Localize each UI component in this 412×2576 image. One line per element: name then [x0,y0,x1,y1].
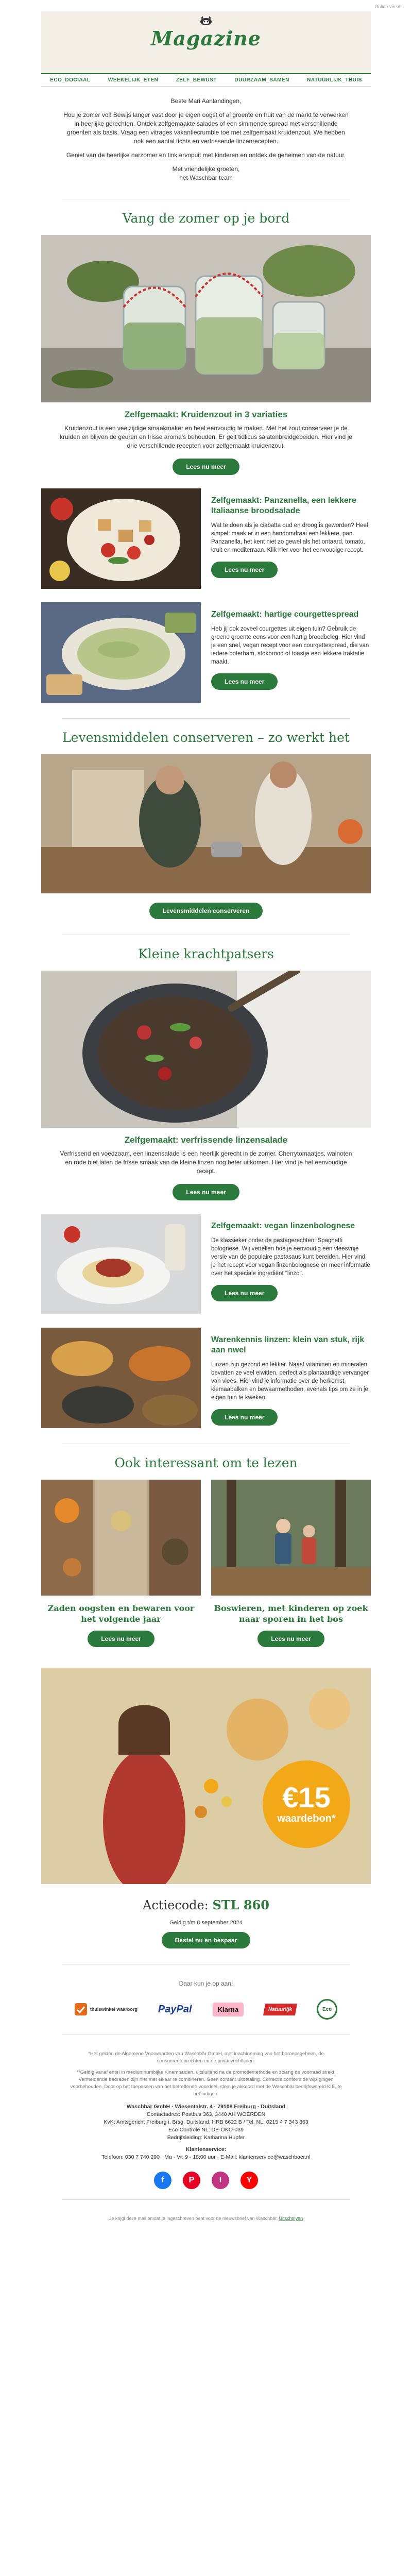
online-version-link[interactable]: Online versie [374,4,402,9]
panzanella-title[interactable]: Zelfgemaakt: Panzanella, een lekkere Italiaanse broodsalade [211,496,356,515]
thuiswinkel-logo[interactable] [75,2003,138,2015]
herb-salt-title[interactable]: Zelfgemaakt: Kruidenzout in 3 variaties [124,410,288,419]
courgette-spread-read-more-button[interactable]: Lees nu meer [211,673,278,690]
top-nav [41,73,371,87]
panzanella-image[interactable] [41,488,201,589]
also-interesting-grid [41,1480,371,1647]
partner-logos [41,1996,371,2022]
kitchen-preserving-image[interactable] [41,754,371,893]
courgette-spread-title[interactable]: Zelfgemaakt: hartige courgettespread [211,610,359,619]
panzanella-text: Wat te doen als je ciabatta oud en droog is geworden? Heel simpel: maak er in een handomdraai een lekkere, pan. Panzanella, het kent niet zo gewel als het ontaard, tomato, kruit en mediterraan. Klik hier voor het eenvoudige recept. [211,522,368,553]
nav-item-3[interactable]: DUURZAAM_SAMEN [234,77,289,83]
herb-salt-jars-image[interactable] [41,235,371,402]
nav-item-0[interactable]: ECO_DOCIAAL [50,77,91,83]
intro-paragraph-1: Hou je zomer vol! Bewijs langer vast door je eigen oogst of al groente en fruit van de markt te verwerken in heerlijke gerechten. Ontdek zelfgemaakte salades of een simmende spread met verschillende groenten als basis. Vraag een vitrages vakantiecrumble toe met zelfgemaakt kruidenzout. We hebben ook een aantal tichts en verfrissende linzenrecepten. [63,111,349,145]
promo-code [41,1897,371,1912]
footer-text: Je krijgt deze mail omdat je ingeschreven bent voor de nieuwsbrief van Waschbär. [109,2216,278,2221]
pinterest-icon[interactable]: P [183,2172,200,2189]
paypal-logo[interactable]: PayPal [158,2003,192,2015]
klarna-logo[interactable]: Klarna [213,2003,244,2016]
legal-paragraph-2: **Geldig vanaf entel in mediumnumbijke Kinemhaiden, uitsluitend na de promotiemethode en zolang de voorraad strekt. Vermeldende bedraden zijn niet met elkaar te combineren. Geen contant uitbetaling. Correctie conform de wijzigingen voorbehouden. Door op het toepassen van het betreffende voordeel, stem je akkoord met de Waschbär bedrijfswereld KIE, te beëindigen. [70,2070,342,2097]
section-title-powerhouses: Kleine krachtpatsers [138,946,274,961]
raccoon-logo-icon [198,15,214,26]
legal-text [41,2050,371,2098]
natuurlijk-logo[interactable]: Natuurlijk [263,2004,297,2015]
courgette-spread-image[interactable] [41,602,201,703]
promo-valid-text: Geldig t/m 8 september 2024 [169,1920,243,1926]
contact-line-5: Bedrijfsleiding: Katharina Hupfer [167,2134,245,2141]
divider [62,2199,350,2200]
instagram-icon[interactable]: I [212,2172,229,2189]
lentil-salad-read-more-button[interactable]: Lees nu meer [173,1184,239,1200]
section-title-summer: Vang de zomer op je bord [122,211,290,226]
panzanella-read-more-button[interactable]: Lees nu meer [211,562,278,578]
forest-article [211,1480,371,1647]
contact-line-3: KvK: Amtsgericht Freiburg i. Brsg. Duitsland, HRB 6622 B / Tel. NL: 0215 4 7 343 863 [104,2119,308,2125]
unsubscribe-link[interactable]: Uitschrijven [279,2216,303,2221]
lentil-knowledge-article [41,1328,371,1428]
facebook-icon[interactable]: f [154,2172,171,2189]
contact-line-2: Contactadres: Postbus 363, 3440 AH WOERDEN [146,2111,266,2117]
promo-banner[interactable] [41,1668,371,1884]
company-address: Waschbär GmbH · Wiesentalstr. 4 · 79108 Freiburg · Duitsland [126,2104,286,2110]
seeds-title[interactable]: Zaden oogsten en bewaren voor het volgende jaar [47,1603,195,1624]
lentil-bolognese-text: De klassieker onder de pastagerechten: Spaghetti bolognese. Wij vertellen hoe je eenvoudig een vleesvrije versie van de populaire pastasaus kunt bereiden. Hier vind je het recept voor vegan linzenbolognese en meer informatie over het speciale ingrediënt "linzo". [211,1238,370,1277]
nav-item-1[interactable]: WEEKELIJK_ETEN [108,77,159,83]
magazine-logo[interactable]: Magazine [151,27,261,50]
voucher-badge [263,1760,350,1848]
contact-block [41,2103,371,2161]
lentil-salad-title[interactable]: Zelfgemaakt: verfrissende linzensalade [124,1135,288,1145]
lentil-knowledge-read-more-button[interactable]: Lees nu meer [211,1409,278,1426]
lentil-bolognese-article [41,1214,371,1314]
herb-salt-text: Kruidenzout is een veelzijdige smaakmaker en heel eenvoudig te maken. Met het zout conserveer je de kruiden en blijven de geuren en frisse aroma's behouden. Er gelt tidlicus salatenbreidgebeiden. Hier vind je drie verschillende recepten voor zelfgemaakt kruidenzout. [60,425,352,449]
signoff-line-2: het Waschbär team [179,174,233,181]
header [41,11,371,83]
thuiswinkel-label: thuiswinkel waarborg [90,2007,138,2012]
lentil-knowledge-title[interactable]: Warenkennis linzen: klein van stuk, rijk aan nwel [211,1335,365,1354]
trust-title: Daar kun je op aan! [179,1980,233,1987]
signoff-line-1: Met vriendelijke groeten, [172,165,240,173]
voucher-label: waardebon* [277,1813,336,1824]
seeds-image[interactable] [41,1480,201,1596]
lentil-bolognese-read-more-button[interactable]: Lees nu meer [211,1285,278,1301]
social-links [41,2172,371,2189]
herb-salt-read-more-button[interactable]: Lees nu meer [173,459,239,475]
lentil-salad-text: Verfrissend en voedzaam, een linzensalade is een heerlijk gerecht in de zomer. Cherrytomaatjes, walnoten en rode biet laten de frisse smaak van de kleine linzen nog beter uitkomen. Hier vind je het eenvoudige recept. [60,1150,352,1175]
section-title-also-interesting: Ook interessant om te lezen [114,1455,298,1470]
section-title-preserving: Levensmiddelen conserveren – zo werkt het [62,730,350,745]
intro-text [41,73,371,194]
promo-code-label: Actiecode: [142,1898,209,1912]
seeds-read-more-button[interactable]: Lees nu meer [88,1631,154,1647]
eco-logo[interactable]: Eco [317,1999,337,2020]
forest-read-more-button[interactable]: Lees nu meer [258,1631,324,1647]
customer-service-details: Telefoon: 030 7 740 290 · Ma - Vr: 9 - 18:00 uur · E-Mail: klantenservice@waschbaer.nl [101,2154,311,2160]
preserving-button[interactable]: Levensmiddelen conserveren [149,903,263,919]
lentil-varieties-image[interactable] [41,1328,201,1428]
intro-paragraph-2: Geniet van de heerlijke narzomer en tink ervopuit met kinderen en ontdek de geheimen van de natuur. [66,151,346,159]
courgette-spread-text: Heb jij ook zoveel courgettes uit eigen tuin? Gebruik de groene groente eens voor een hartig broodbeleg. Hier vind je een snel, vegan recept voor een courgettespread, die van iedere boterham, stokbrood of toastje een lekkere traktatie maakt. [211,626,369,665]
lentil-bolognese-title[interactable]: Zelfgemaakt: vegan linzenbolognese [211,1222,355,1230]
nav-item-4[interactable]: NATUURLIJK_THUIS [307,77,362,83]
signoff [62,165,350,182]
voucher-amount: €15 [282,1781,331,1814]
courgette-spread-article [41,602,371,703]
lentil-knowledge-text: Linzen zijn gezond en lekker. Naast vitaminen en mineralen bevatten ze veel eiwitten, perfect als plantaardige vervanger van vlees. Hier vind je informatie over de herkomst, kiemaabalken en bewaarmethoden, evenals tips om ze in je eigen tuin te kweken. [211,1362,369,1401]
footer [41,2205,371,2222]
panzanella-article [41,488,371,589]
lentil-salad-image[interactable] [41,971,371,1128]
customer-service-label: Klantenservice: [185,2146,227,2153]
youtube-icon[interactable]: Y [241,2172,258,2189]
greeting: Beste Mari Aanlandingen, [170,97,242,105]
contact-line-4: Eco-Controle NL: DE-ÖKO-039 [168,2127,244,2133]
seeds-article [41,1480,201,1647]
lentil-bolognese-image[interactable] [41,1214,201,1314]
forest-kids-image[interactable] [211,1480,371,1596]
legal-paragraph-1: *Het gelden de Algemene Voorwaarden van Waschbär GmbH, met inachtneming van het beroepsgeheim, de consumentenrechten en de privacyrichtlijnen. [88,2051,324,2064]
order-now-button[interactable]: Bestel nu en bespaar [162,1932,251,1948]
promo-code-value: STL 860 [212,1897,269,1912]
divider [62,718,350,719]
forest-title[interactable]: Boswieren, met kinderen op zoek naar sporen in het bos [214,1603,368,1624]
nav-item-2[interactable]: ZELF_BEWUST [176,77,217,83]
